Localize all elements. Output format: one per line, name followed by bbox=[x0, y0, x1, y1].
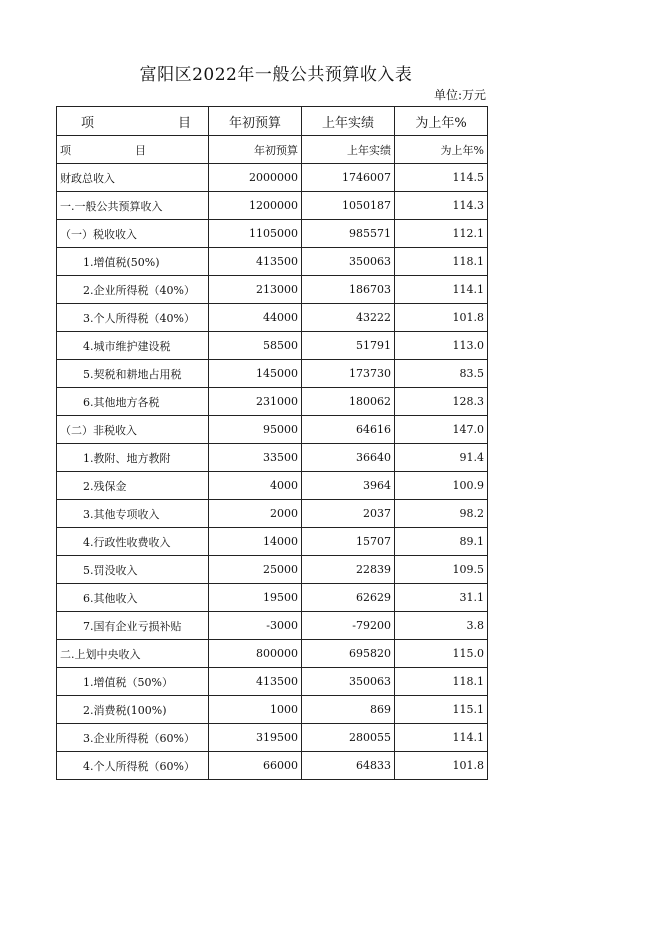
row-last-year: 62629 bbox=[302, 584, 395, 612]
table-row bbox=[57, 220, 488, 248]
row-budget: 年初预算 bbox=[209, 136, 302, 164]
row-label: 二.上划中央收入 bbox=[57, 640, 209, 668]
header-budget: 年初预算 bbox=[209, 107, 302, 136]
row-label: 6.其他收入 bbox=[57, 584, 209, 612]
row-ratio: 98.2 bbox=[395, 500, 488, 528]
row-label: 7.国有企业亏损补贴 bbox=[57, 612, 209, 640]
row-budget: 19500 bbox=[209, 584, 302, 612]
row-ratio: 128.3 bbox=[395, 388, 488, 416]
row-ratio: 为上年% bbox=[395, 136, 488, 164]
row-label: 5.契税和耕地占用税 bbox=[57, 360, 209, 388]
row-budget: 25000 bbox=[209, 556, 302, 584]
row-last-year: 43222 bbox=[302, 304, 395, 332]
row-last-year: 36640 bbox=[302, 444, 395, 472]
table-row bbox=[57, 668, 488, 696]
row-ratio: 83.5 bbox=[395, 360, 488, 388]
row-last-year: 350063 bbox=[302, 248, 395, 276]
row-budget: 1000 bbox=[209, 696, 302, 724]
row-label: 3.个人所得税（40%） bbox=[57, 304, 209, 332]
row-label: 一.一般公共预算收入 bbox=[57, 192, 209, 220]
row-budget: 413500 bbox=[209, 248, 302, 276]
row-last-year: 64833 bbox=[302, 752, 395, 780]
row-label: 1.增值税（50%） bbox=[57, 668, 209, 696]
row-label: 2.消费税(100%) bbox=[57, 696, 209, 724]
row-label: 4.城市维护建设税 bbox=[57, 332, 209, 360]
table-row bbox=[57, 416, 488, 444]
page-title: 富阳区2022年一般公共预算收入表 bbox=[139, 65, 413, 85]
table-row bbox=[57, 248, 488, 276]
row-last-year: 173730 bbox=[302, 360, 395, 388]
row-label: 1.增值税(50%) bbox=[57, 248, 209, 276]
row-budget: 95000 bbox=[209, 416, 302, 444]
table-row bbox=[57, 360, 488, 388]
row-last-year: 869 bbox=[302, 696, 395, 724]
row-ratio: 109.5 bbox=[395, 556, 488, 584]
row-budget: 800000 bbox=[209, 640, 302, 668]
row-budget: 2000000 bbox=[209, 164, 302, 192]
row-label: 3.企业所得税（60%） bbox=[57, 724, 209, 752]
table-row bbox=[57, 612, 488, 640]
row-last-year: 15707 bbox=[302, 528, 395, 556]
row-ratio: 147.0 bbox=[395, 416, 488, 444]
row-ratio: 100.9 bbox=[395, 472, 488, 500]
row-label: 3.其他专项收入 bbox=[57, 500, 209, 528]
row-budget: 213000 bbox=[209, 276, 302, 304]
row-ratio: 113.0 bbox=[395, 332, 488, 360]
row-budget: 319500 bbox=[209, 724, 302, 752]
row-label: 2.残保金 bbox=[57, 472, 209, 500]
table-row bbox=[57, 752, 488, 780]
revenue-table bbox=[56, 106, 488, 780]
row-last-year: 22839 bbox=[302, 556, 395, 584]
header-last-year: 上年实绩 bbox=[302, 107, 395, 136]
row-budget: 66000 bbox=[209, 752, 302, 780]
row-label: 4.个人所得税（60%） bbox=[57, 752, 209, 780]
row-label: （二）非税收入 bbox=[57, 416, 209, 444]
row-last-year: 1050187 bbox=[302, 192, 395, 220]
row-ratio: 115.1 bbox=[395, 696, 488, 724]
row-last-year: 3964 bbox=[302, 472, 395, 500]
table-row bbox=[57, 444, 488, 472]
table-row bbox=[57, 332, 488, 360]
row-budget: 44000 bbox=[209, 304, 302, 332]
table-header bbox=[57, 107, 488, 136]
row-last-year: 180062 bbox=[302, 388, 395, 416]
row-last-year: 695820 bbox=[302, 640, 395, 668]
row-label: （一）税收收入 bbox=[57, 220, 209, 248]
header-item: 项 目 bbox=[57, 107, 209, 136]
row-last-year: 上年实绩 bbox=[302, 136, 395, 164]
row-budget: 1105000 bbox=[209, 220, 302, 248]
table-body bbox=[57, 136, 488, 780]
row-last-year: 64616 bbox=[302, 416, 395, 444]
row-ratio: 118.1 bbox=[395, 248, 488, 276]
row-budget: 1200000 bbox=[209, 192, 302, 220]
row-budget: 2000 bbox=[209, 500, 302, 528]
row-last-year: 51791 bbox=[302, 332, 395, 360]
row-ratio: 114.1 bbox=[395, 276, 488, 304]
row-last-year: 350063 bbox=[302, 668, 395, 696]
sub-header-row bbox=[57, 136, 488, 164]
table-row bbox=[57, 192, 488, 220]
table-row bbox=[57, 640, 488, 668]
row-last-year: 1746007 bbox=[302, 164, 395, 192]
row-budget: 413500 bbox=[209, 668, 302, 696]
row-last-year: 280055 bbox=[302, 724, 395, 752]
header-row bbox=[57, 107, 488, 136]
row-budget: 58500 bbox=[209, 332, 302, 360]
row-ratio: 112.1 bbox=[395, 220, 488, 248]
row-last-year: 186703 bbox=[302, 276, 395, 304]
row-label: 财政总收入 bbox=[57, 164, 209, 192]
row-budget: 14000 bbox=[209, 528, 302, 556]
table-row bbox=[57, 164, 488, 192]
row-budget: 33500 bbox=[209, 444, 302, 472]
row-label: 1.教附、地方教附 bbox=[57, 444, 209, 472]
row-last-year: -79200 bbox=[302, 612, 395, 640]
row-label: 6.其他地方各税 bbox=[57, 388, 209, 416]
row-label: 项 目 bbox=[57, 136, 209, 164]
row-ratio: 114.3 bbox=[395, 192, 488, 220]
row-budget: 231000 bbox=[209, 388, 302, 416]
row-last-year: 985571 bbox=[302, 220, 395, 248]
table-row bbox=[57, 500, 488, 528]
table-row bbox=[57, 696, 488, 724]
row-ratio: 115.0 bbox=[395, 640, 488, 668]
header-ratio: 为上年% bbox=[395, 107, 488, 136]
table-row bbox=[57, 304, 488, 332]
row-label: 4.行政性收费收入 bbox=[57, 528, 209, 556]
row-ratio: 31.1 bbox=[395, 584, 488, 612]
row-ratio: 91.4 bbox=[395, 444, 488, 472]
row-ratio: 3.8 bbox=[395, 612, 488, 640]
row-label: 5.罚没收入 bbox=[57, 556, 209, 584]
table-row bbox=[57, 556, 488, 584]
table-row bbox=[57, 724, 488, 752]
unit-label: 单位:万元 bbox=[433, 88, 486, 102]
row-ratio: 114.1 bbox=[395, 724, 488, 752]
row-budget: -3000 bbox=[209, 612, 302, 640]
row-budget: 4000 bbox=[209, 472, 302, 500]
row-ratio: 114.5 bbox=[395, 164, 488, 192]
table-row bbox=[57, 472, 488, 500]
row-ratio: 118.1 bbox=[395, 668, 488, 696]
row-ratio: 89.1 bbox=[395, 528, 488, 556]
row-ratio: 101.8 bbox=[395, 304, 488, 332]
row-budget: 145000 bbox=[209, 360, 302, 388]
row-label: 2.企业所得税（40%） bbox=[57, 276, 209, 304]
row-ratio: 101.8 bbox=[395, 752, 488, 780]
table-row bbox=[57, 276, 488, 304]
row-last-year: 2037 bbox=[302, 500, 395, 528]
table-row bbox=[57, 388, 488, 416]
table-row bbox=[57, 528, 488, 556]
table-row bbox=[57, 584, 488, 612]
